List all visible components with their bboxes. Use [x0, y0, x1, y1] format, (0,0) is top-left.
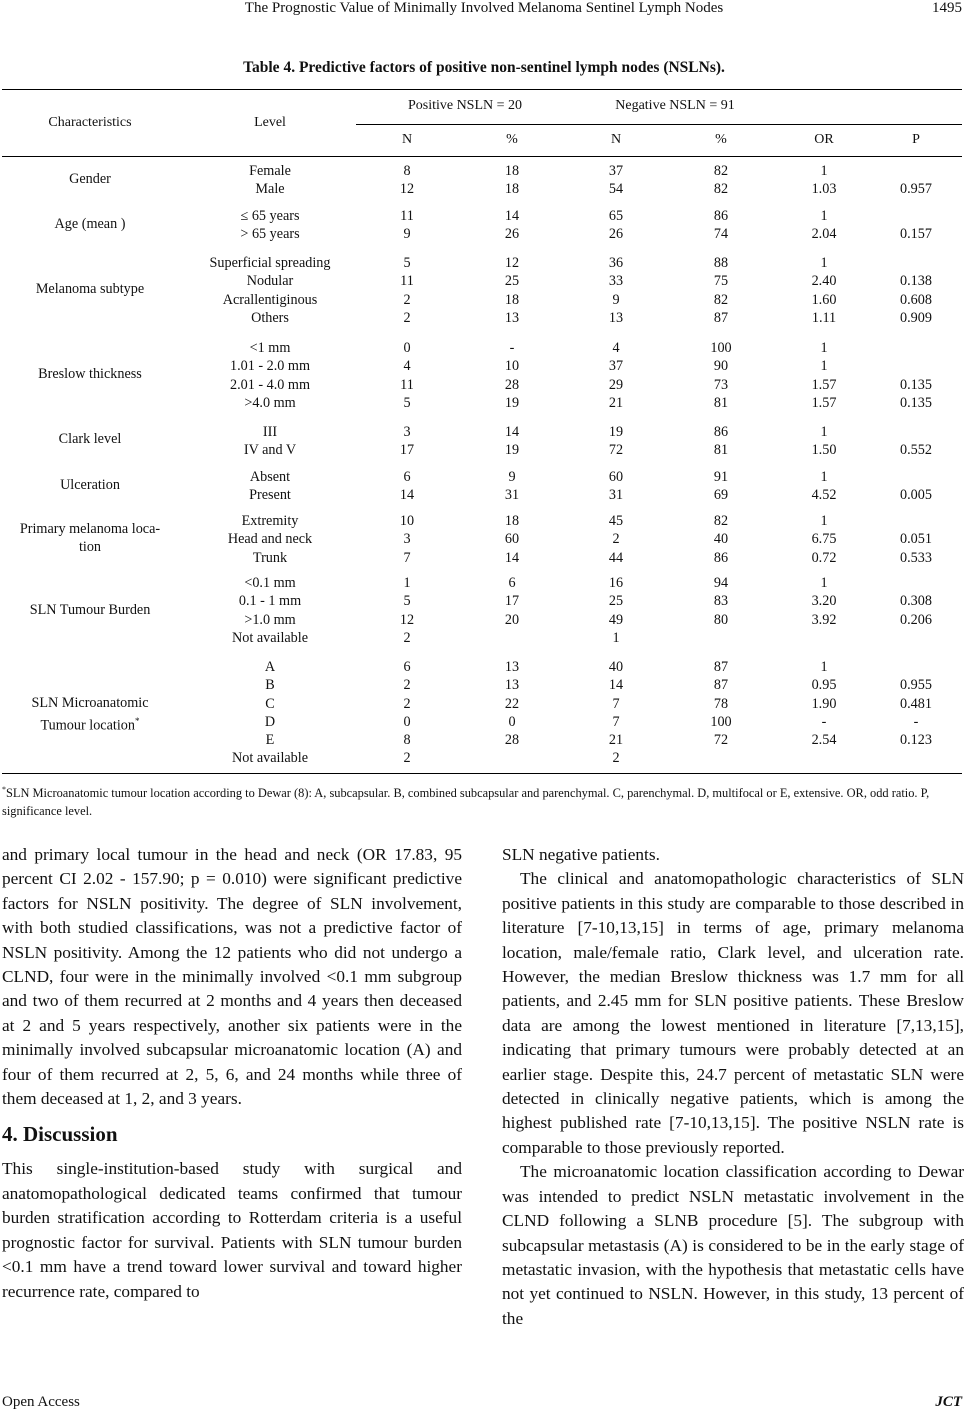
- header-p: P: [912, 132, 920, 147]
- table-cell-neg-n: 60 31: [608, 469, 624, 504]
- header-level: Level: [254, 115, 286, 130]
- table-cell-pos-pct: 13 13 22 0 28: [504, 659, 520, 749]
- table-cell-level: <1 mm 1.01 - 2.0 mm 2.01 - 4.0 mm >4.0 mm: [230, 340, 310, 411]
- table-cell-neg-n: 45 2 44: [608, 513, 624, 566]
- table-cell-p-value: 0.051 0.533: [900, 531, 932, 566]
- table-cell-p-value: 0.955 0.481 - 0.123: [900, 677, 932, 749]
- table-cell-or: 1 2.04: [811, 208, 837, 243]
- table-cell-neg-pct: 86 74: [713, 208, 729, 243]
- table-cell-level: Absent Present: [249, 469, 291, 504]
- left-column: [2, 843, 462, 1304]
- page-footer: [2, 1394, 962, 1411]
- right-paragraph-1: SLN negative patients.: [502, 845, 660, 864]
- table-cell-pos-n: 11 9: [400, 208, 414, 243]
- table-cell-level: ≤ 65 years > 65 years: [240, 208, 300, 243]
- table-cell-pos-n: 10 3 7: [399, 513, 415, 566]
- table-cell-neg-pct: 82 40 86: [713, 513, 729, 566]
- table-cell-neg-pct: 86 81: [713, 424, 729, 459]
- table-cell-p-value: 0.957: [900, 181, 932, 198]
- table-cell-p-value: 0.135 0.135: [900, 376, 932, 411]
- table-cell-neg-pct: 82 82: [713, 163, 729, 198]
- header-pos-pct: %: [506, 132, 518, 147]
- running-title: The Prognostic Value of Minimally Involved Melanoma Sentinel Lymph Nodes: [244, 0, 724, 16]
- characteristic-label: Gender: [69, 171, 111, 187]
- table-bottom-rule: [2, 773, 962, 774]
- table-cell-or: 1 1.50: [811, 424, 837, 459]
- characteristic-label: SLN Microanatomic Tumour location*: [31, 695, 149, 735]
- right-paragraph-3: The microanatomic location classification according to Dewar was intended to predict NSLN metastatic involvement in the CLND following a SLNB procedure [5]. The subgroup with subcapsular metastasis (A) is considered to be in the early stage of metastatic invasion, with the hypothesis that metastatic cells have not yet continued to NSLN. However, in this study, 13 percent of the: [502, 1162, 964, 1328]
- table-cell-neg-pct: 91 69: [713, 469, 729, 504]
- characteristic-label: Clark level: [58, 431, 122, 447]
- table-cell-or: 1 0.95 1.90 - 2.54: [811, 659, 837, 749]
- table-footnote: *SLN Microanatomic tumour location according to Dewar (8): A, subcapsular. B, combined subcapsular and parenchymal. C, parenchymal. D, multifocal or E, extensive. OR, odd ratio. P, significance level.: [2, 785, 930, 819]
- table-cell-pos-n: 6 14: [399, 469, 415, 504]
- table-cell-neg-n: 4 37 29 21: [608, 340, 624, 411]
- characteristic-label: Breslow thickness: [38, 366, 142, 382]
- table-cell-or: 1 2.40 1.60 1.11: [811, 255, 837, 326]
- table-caption: Table 4. Predictive factors of positive non-sentinel lymph nodes (NSLNs).: [243, 59, 725, 76]
- left-paragraph-1: and primary local tumour in the head and neck (OR 17.83, 95 percent CI 2.02 - 157.90; p = 0.010) were significant predictive factors for NSLN positivity. The degree of SLN involvement, with both studied classifications, was not a predictive factor of NSLN positivity. Among the 12 patients who did not undergo a CLND, four were in the minimally involved <0.1 mm subgroup and two of them recurred at 2 months and 4 years then deceased at 2 and 5 years respectively, another six patients were in the minimally involved subcapsular microanatomic location (A) and four of them recurred at 2, 5, 6, and 24 months while three of them deceased at 1, 2, and 3 years.: [2, 845, 462, 1109]
- table-cell-pos-pct: 14 26: [504, 208, 520, 243]
- right-paragraph-2: The clinical and anatomopathologic characteristics of SLN positive patients in this study are comparable to those described in literature [7-10,13,15] in terms of age, primary melanoma location, male/female ratio, Clark level, and ulceration rate. However, the median Breslow thickness was 1.7 mm for all patients, and 2.45 mm for SLN positive patients. These Breslow data are among the lowest mentioned in literature [7,13,15], indicating that primary tumours were probably detected at an earlier stage. Despite this, 24.7 percent of metastatic SLN were detected in clinically negative patients, which is among the highest published rate [7-10,13,15]. The positive NSLN rate is comparable to those previously reported.: [502, 869, 964, 1157]
- table-cell-pos-pct: 18 60 14: [504, 513, 520, 566]
- table-cell-neg-n: 37 54: [608, 163, 624, 198]
- table-cell-pos-n: 8 12: [399, 163, 415, 198]
- table-cell-pos-n: 3 17: [399, 424, 415, 459]
- table-cell-or: 1 1 1.57 1.57: [811, 340, 837, 411]
- table-cell-neg-n: 40 14 7 7 21 2: [608, 659, 624, 767]
- table-cell-neg-pct: 88 75 82 87: [713, 255, 729, 326]
- table-cell-pos-pct: 12 25 18 13: [504, 255, 520, 326]
- table-cell-p-value: 0.005: [900, 487, 932, 504]
- table-cell-neg-pct: 100 90 73 81: [710, 340, 732, 411]
- table-cell-or: 1 1.03: [811, 163, 837, 198]
- table-cell-pos-n: 0 4 11 5: [400, 340, 414, 411]
- table-top-rule: [2, 89, 962, 90]
- table-cell-p-value: 0.552: [900, 442, 932, 459]
- header-or: OR: [814, 132, 834, 147]
- table-cell-pos-pct: 6 17 20: [504, 575, 520, 628]
- table-cell-level: <0.1 mm 0.1 - 1 mm >1.0 mm Not available: [231, 575, 309, 646]
- header-pos-n: N: [401, 132, 413, 147]
- characteristic-label: Primary melanoma loca- tion: [19, 521, 161, 556]
- characteristic-label: Ulceration: [60, 477, 120, 493]
- header-characteristics: Characteristics: [48, 115, 132, 130]
- table-cell-pos-pct: - 10 28 19: [504, 340, 520, 411]
- footer-journal: JCT: [935, 1394, 962, 1410]
- header-negative-group: Negative NSLN = 91: [615, 98, 735, 113]
- table-cell-level: III IV and V: [243, 424, 297, 459]
- table-cell-neg-n: 16 25 49 1: [608, 575, 624, 646]
- table-header-bottom-rule: [2, 156, 962, 157]
- header-neg-pct: %: [715, 132, 727, 147]
- table-cell-neg-n: 65 26: [608, 208, 624, 243]
- table-cell-or: 1 4.52: [811, 469, 837, 504]
- characteristic-label: Melanoma subtype: [35, 281, 145, 297]
- left-paragraph-2: This single-institution-based study with surgical and anatomopathological dedicated teams confirmed that tumour burden stratification according to Rotterdam criteria is a useful prognostic factor for survival. Patients with SLN tumour burden <0.1 mm have a trend toward lower survival and toward higher recurrence rate, compared to: [2, 1159, 462, 1301]
- table-cell-neg-pct: 87 87 78 100 72: [710, 659, 732, 749]
- header-positive-group: Positive NSLN = 20: [407, 98, 523, 113]
- table-cell-p-value: 0.138 0.608 0.909: [900, 273, 932, 326]
- table-cell-pos-pct: 14 19: [504, 424, 520, 459]
- page-number: 1495: [932, 0, 962, 16]
- table-cell-neg-n: 19 72: [608, 424, 624, 459]
- table-cell-or: 1 3.20 3.92: [811, 575, 837, 628]
- footer-open-access: Open Access: [2, 1394, 80, 1410]
- table-cell-level: A B C D E Not available: [231, 659, 309, 767]
- table-subheader-rule: [356, 124, 962, 125]
- table-cell-neg-n: 36 33 9 13: [608, 255, 624, 326]
- table-cell-level: Superficial spreading Nodular Acrallentiginous Others: [209, 255, 331, 326]
- table-cell-level: Extremity Head and neck Trunk: [227, 513, 313, 566]
- table-cell-pos-n: 6 2 2 0 8 2: [403, 659, 411, 767]
- table-cell-or: 1 6.75 0.72: [811, 513, 837, 566]
- right-column: [502, 843, 964, 1331]
- table-cell-neg-pct: 94 83 80: [713, 575, 729, 628]
- table-cell-pos-n: 5 11 2 2: [400, 255, 414, 326]
- section-heading: 4. Discussion: [2, 1122, 118, 1147]
- characteristic-label: SLN Tumour Burden: [29, 602, 151, 618]
- table-cell-level: Female Male: [249, 163, 291, 198]
- running-header: [0, 0, 968, 24]
- header-neg-n: N: [610, 132, 622, 147]
- table-cell-p-value: 0.157: [900, 226, 932, 243]
- table-cell-pos-pct: 18 18: [504, 163, 520, 198]
- characteristic-label: Age (mean ): [54, 216, 126, 232]
- table-cell-p-value: 0.308 0.206: [900, 593, 932, 628]
- table-cell-pos-n: 1 5 12 2: [399, 575, 415, 646]
- table-cell-pos-pct: 9 31: [504, 469, 520, 504]
